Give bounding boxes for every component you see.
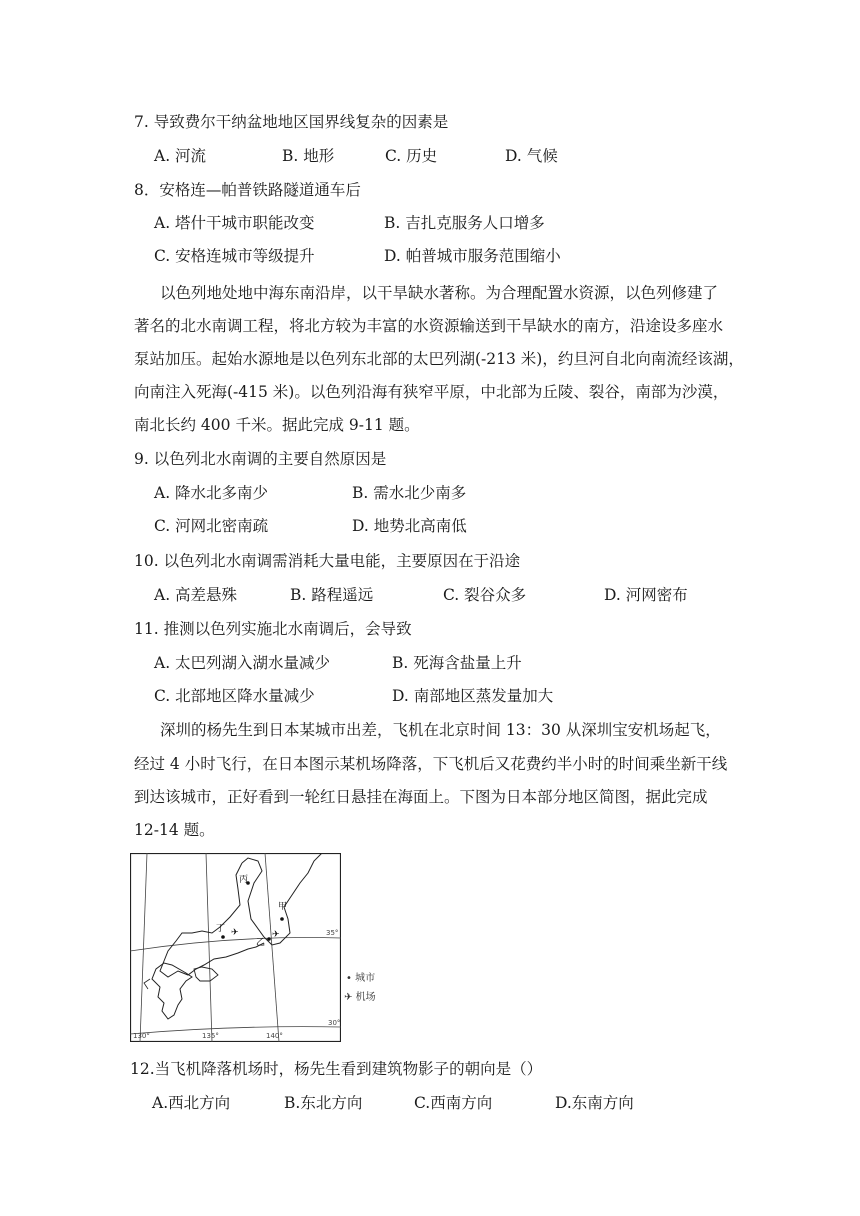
city-yi-dot (267, 937, 271, 941)
airport-icon: ✈ (344, 992, 353, 1003)
passage-line: 南北长约 400 千米。据此完成 9-11 题。 (134, 416, 420, 434)
lon-label-135: 135° (202, 1032, 219, 1040)
q10-option-a: A. 高差悬殊 (154, 586, 238, 604)
q12-option-b: B.东北方向 (284, 1094, 363, 1112)
label-ding: 丁 (216, 924, 226, 934)
q10-option-b: B. 路程遥远 (290, 586, 374, 604)
q7-option-b: B. 地形 (282, 147, 335, 165)
q12-option-a: A.西北方向 (152, 1094, 231, 1112)
question-9-stem: 9. 以色列北水南调的主要自然原因是 (134, 450, 387, 468)
q12-option-d: D.东南方向 (555, 1094, 634, 1112)
question-8-stem: 8．安格连—帕普铁路隧道通车后 (134, 181, 361, 199)
q8-option-a: A. 塔什干城市职能改变 (154, 214, 315, 232)
question-7-stem: 7. 导致费尔干纳盆地地区国界线复杂的因素是 (134, 113, 449, 131)
passage-line: 12-14 题。 (134, 821, 215, 839)
q11-option-c: C. 北部地区降水量减少 (154, 687, 315, 705)
japan-region-map (130, 853, 341, 1042)
label-bing: 丙 (239, 875, 249, 885)
q7-option-d: D. 气候 (505, 147, 558, 165)
legend-city (346, 969, 375, 984)
passage-line: 到达该城市，正好看到一轮红日悬挂在海面上。下图为日本部分地区简图，据此完成 (134, 788, 708, 806)
q9-option-a: A. 降水北多南少 (154, 484, 269, 502)
airport-icon: ✈ (272, 930, 280, 940)
legend-city-label: 城市 (355, 973, 376, 984)
city-dot-icon: • (346, 973, 352, 984)
label-yi: 乙 (256, 938, 266, 948)
lon-label-130: 130° (133, 1032, 150, 1040)
passage-line: 泵站加压。起始水源地是以色列东北部的太巴列湖(-213 米)，约旦河自北向南流经该湖， (134, 350, 744, 368)
q9-option-d: D. 地势北高南低 (352, 517, 467, 535)
legend-airport-label: 机场 (355, 992, 376, 1003)
passage-line: 深圳的杨先生到日本某城市出差，飞机在北京时间 13：30 从深圳宝安机场起飞， (160, 721, 721, 739)
question-11-stem: 11. 推测以色列实施北水南调后，会导致 (134, 620, 412, 638)
q9-option-c: C. 河网北密南疏 (154, 517, 269, 535)
airport-icon: ✈ (231, 928, 239, 938)
q11-option-b: B. 死海含盐量上升 (392, 654, 522, 672)
lat-label-35: 35° (326, 929, 339, 937)
q7-option-c: C. 历史 (385, 147, 438, 165)
passage-line: 向南注入死海(-415 米)。以色列沿海有狭窄平原，中北部为丘陵、裂谷，南部为沙漠， (134, 383, 729, 401)
q8-option-b: B. 吉扎克服务人口增多 (384, 214, 545, 232)
city-ding-dot (221, 935, 225, 939)
q9-option-b: B. 需水北少南多 (352, 484, 467, 502)
passage-line: 著名的北水南调工程，将北方较为丰富的水资源输送到干旱缺水的南方，沿途设多座水 (134, 317, 724, 335)
question-10-stem: 10. 以色列北水南调需消耗大量电能，主要原因在于沿途 (134, 552, 521, 570)
q7-option-a: A. 河流 (154, 147, 207, 165)
q8-option-c: C. 安格连城市等级提升 (154, 247, 315, 265)
legend-airport (344, 988, 376, 1003)
q11-option-a: A. 太巴列湖入湖水量减少 (154, 654, 331, 672)
map-frame (131, 854, 341, 1042)
q11-option-d: D. 南部地区蒸发量加大 (392, 687, 554, 705)
question-12-stem: 12.当飞机降落机场时，杨先生看到建筑物影子的朝向是（） (130, 1060, 543, 1078)
lat-label-30: 30° (328, 1019, 341, 1027)
passage-line: 以色列地处地中海东南沿岸，以干旱缺水著称。为合理配置水资源，以色列修建了 (160, 284, 719, 302)
passage-line: 经过 4 小时飞行，在日本图示某机场降落，下飞机后又花费约半小时的时间乘坐新干线 (134, 755, 728, 773)
q10-option-c: C. 裂谷众多 (443, 586, 527, 604)
q8-option-d: D. 帕普城市服务范围缩小 (384, 247, 561, 265)
q10-option-d: D. 河网密布 (604, 586, 688, 604)
city-jia-dot (280, 917, 284, 921)
label-jia: 甲 (278, 902, 288, 912)
lon-label-140: 140° (266, 1032, 283, 1040)
q12-option-c: C.西南方向 (414, 1094, 493, 1112)
